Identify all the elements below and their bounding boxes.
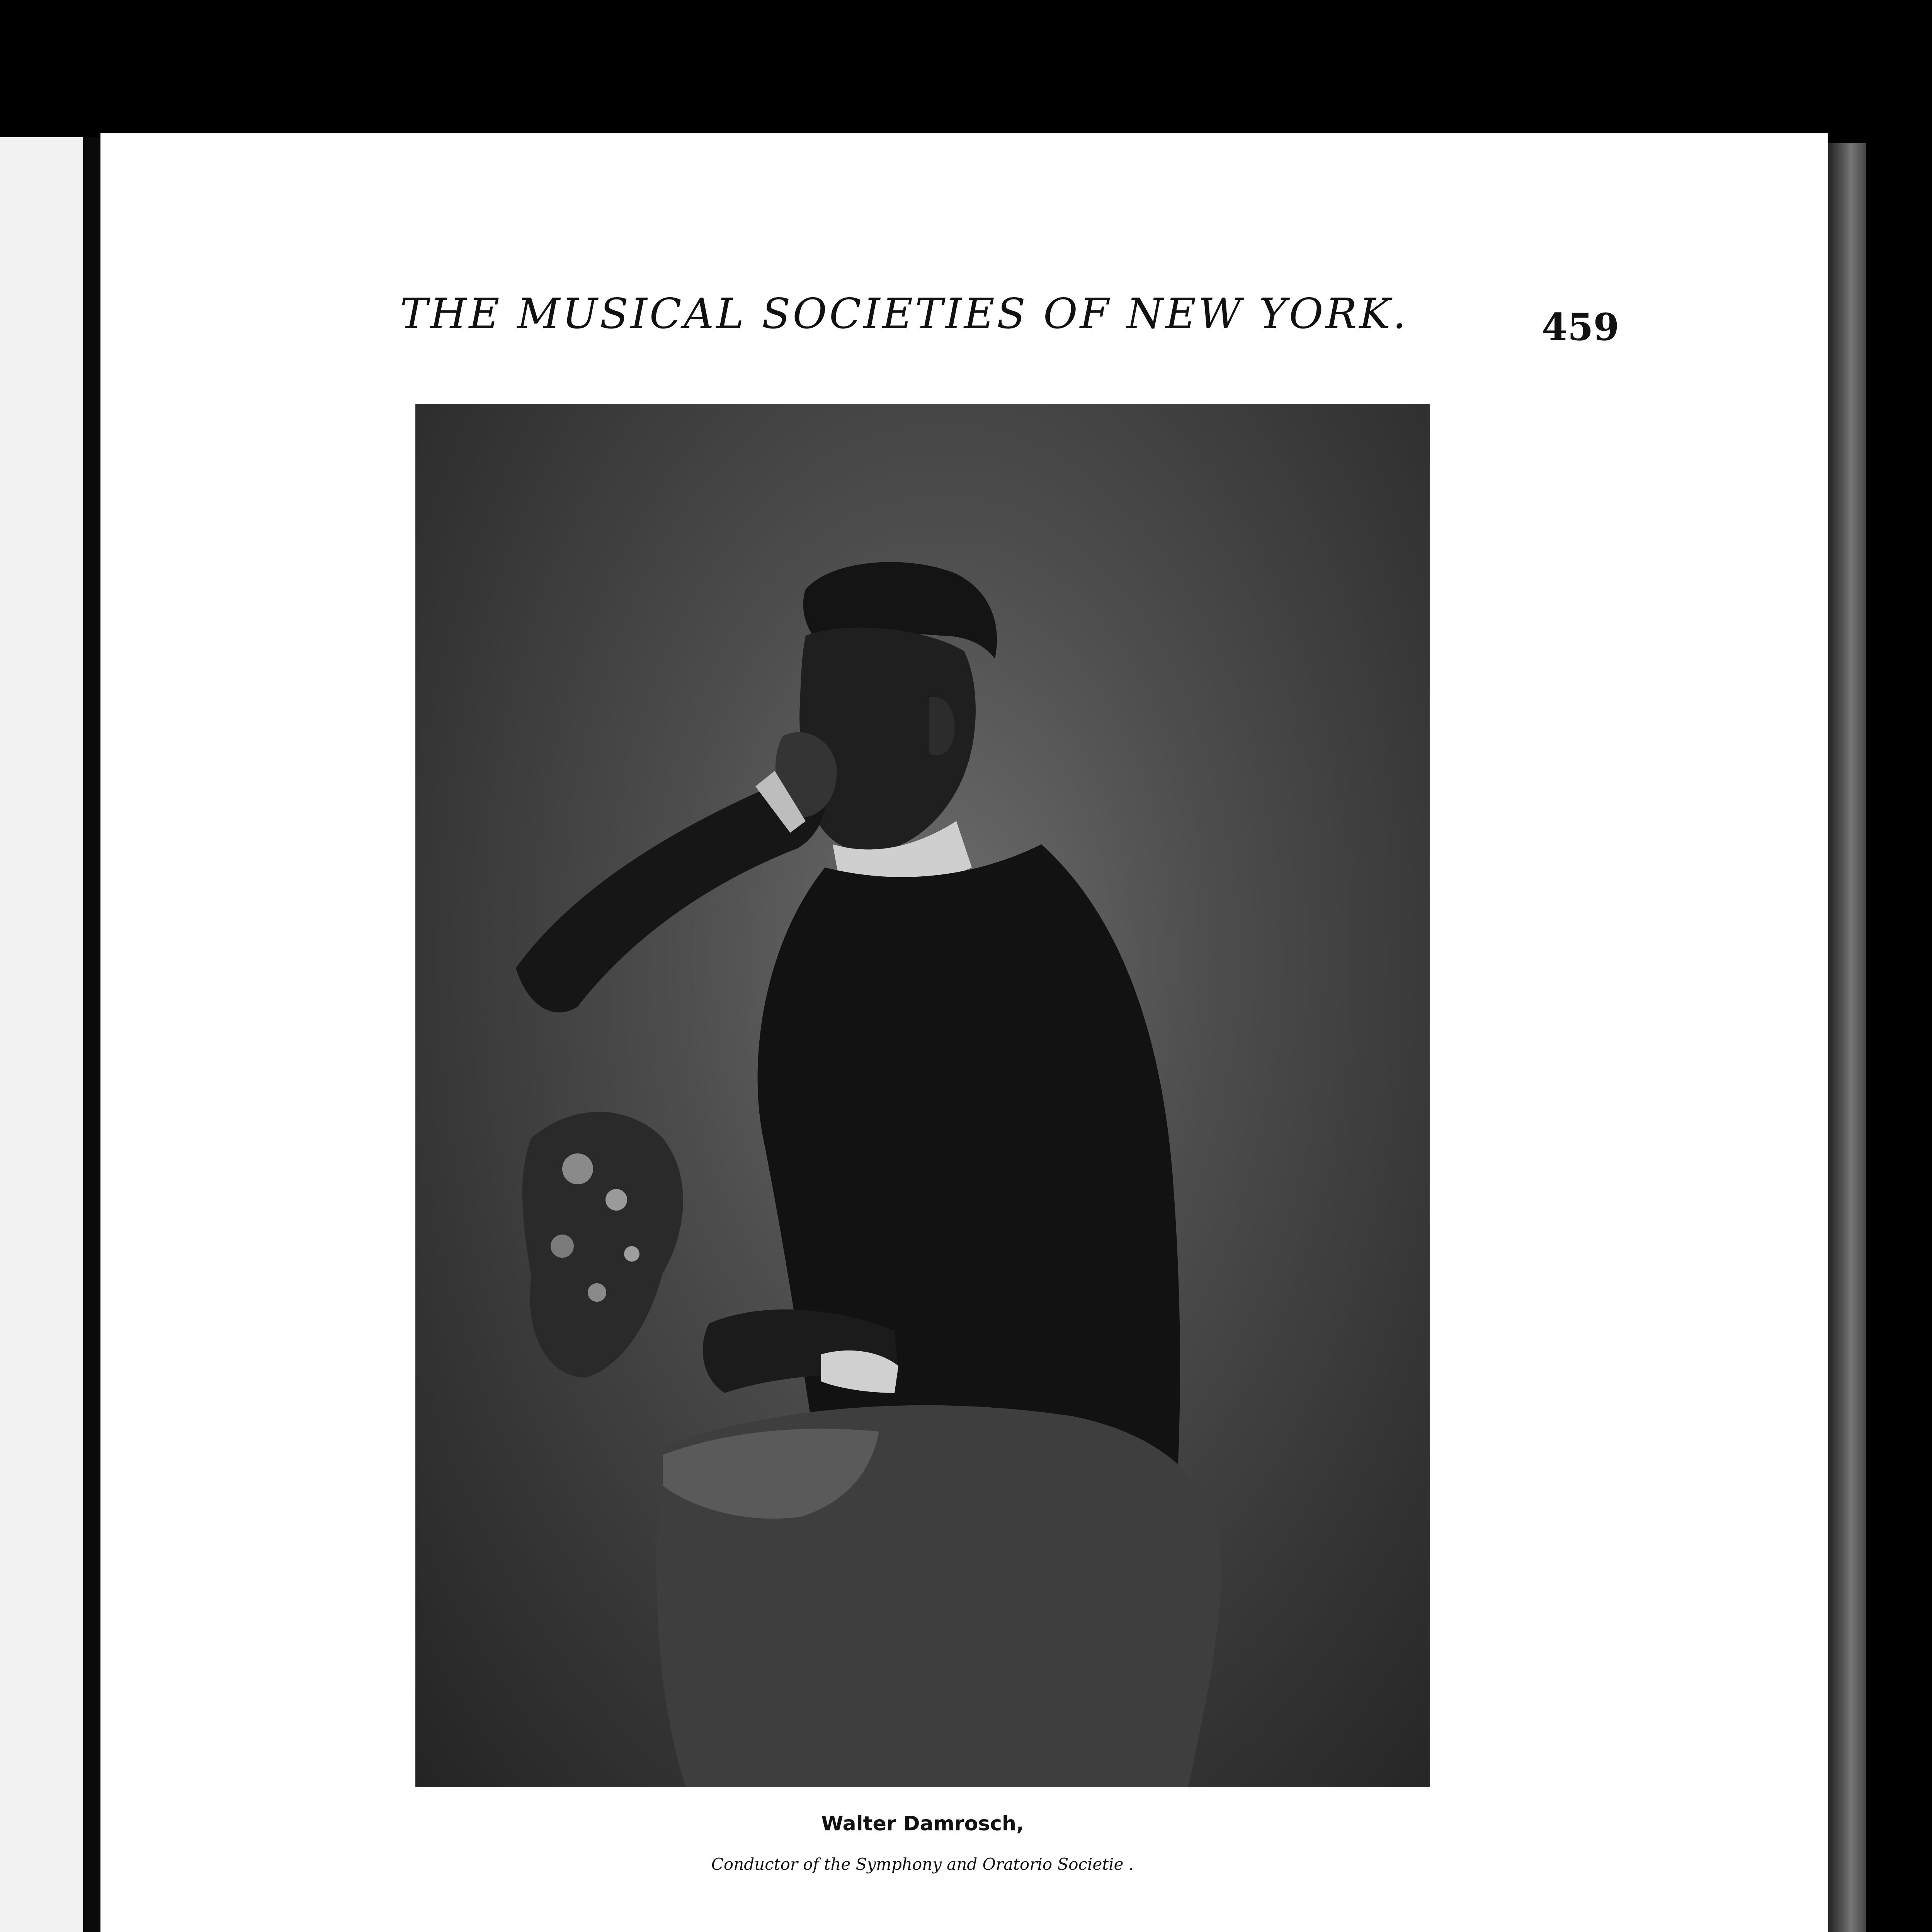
page-number: 459 [1542,305,1619,349]
page-edge-stack [1828,143,1866,1932]
portrait-photograph [415,404,1430,1787]
figure-caption-role: Conductor of the Symphony and Oratorio Societie . [711,1855,1134,1874]
figure-caption-name: Walter Damrosch, [821,1812,1024,1835]
running-title: THE MUSICAL SOCIETIES OF NEW YORK. [400,290,1408,338]
portrait-figure-silhouette [415,404,1430,1787]
book-gutter [83,137,100,1932]
facing-page-edge [0,137,83,1932]
